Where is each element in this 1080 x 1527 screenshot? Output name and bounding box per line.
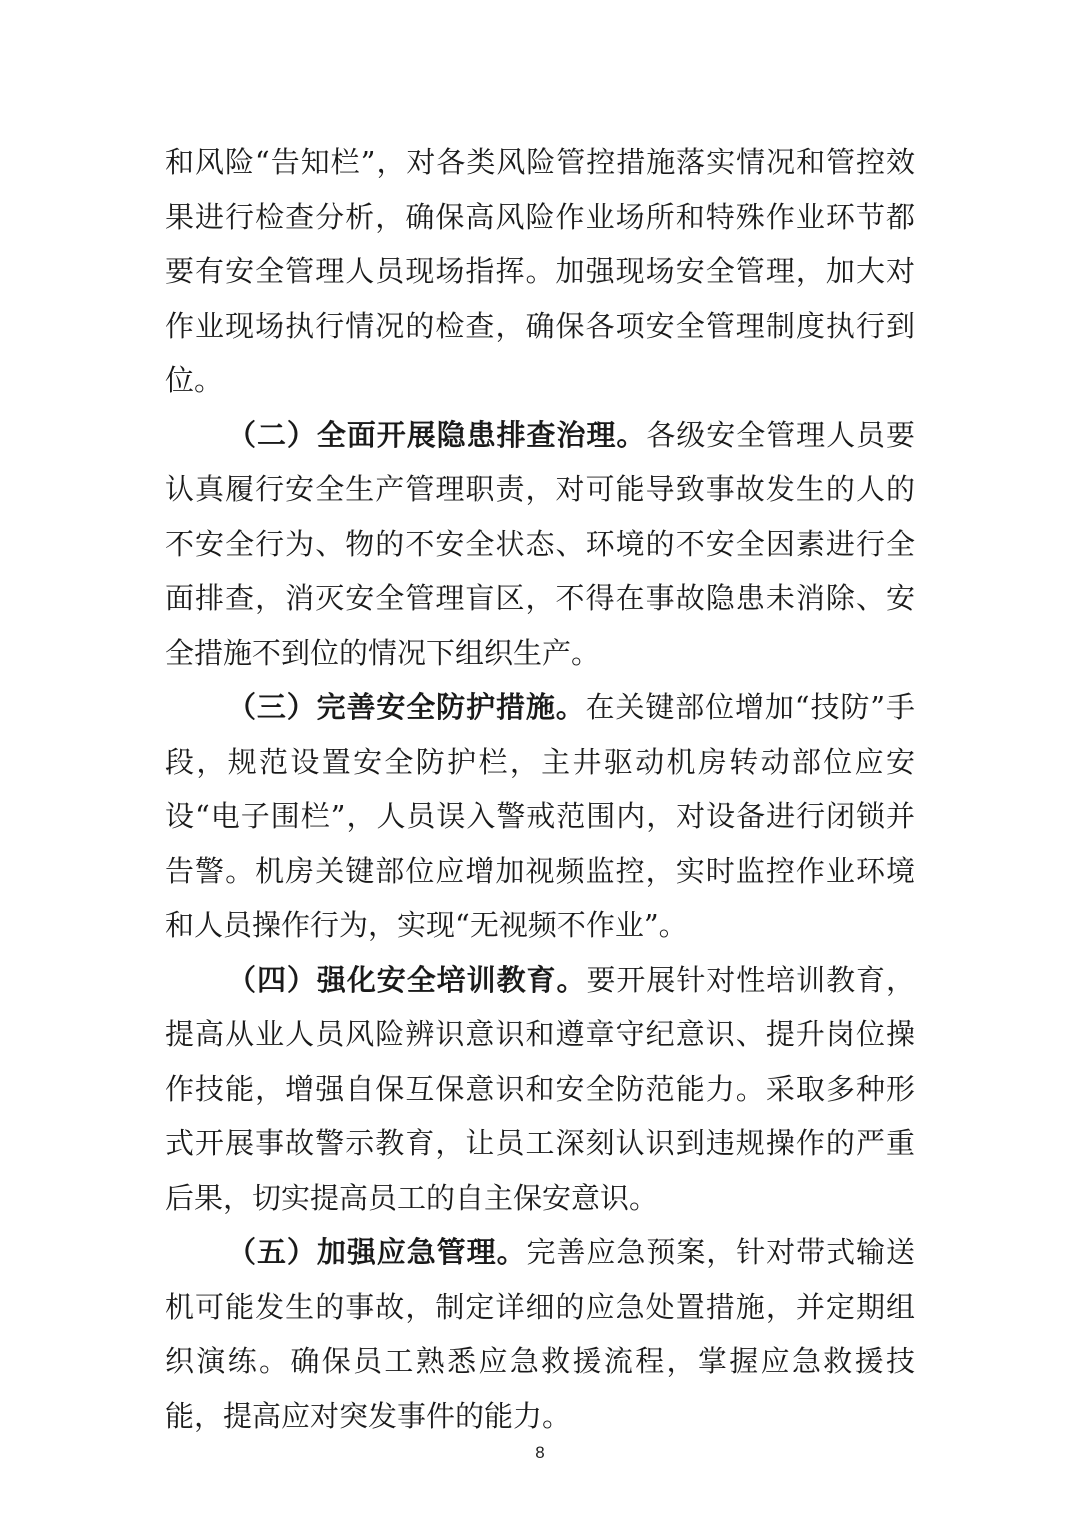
section-heading: （三）完善安全防护措施。 <box>227 690 586 724</box>
paragraph-section-4 <box>165 953 915 1226</box>
paragraph-text: 在关键部位增加“技防”手段，规范设置安全防护栏，主井驱动机房转动部位应安设“电子围栏”，人员误入警戒范围内，对设备进行闭锁并告警。机房关键部位应增加视频监控，实时监控作业环境和人员操作行为，实现“无视频不作业”。 <box>165 690 915 942</box>
paragraph-text: 要开展针对性培训教育，提高从业人员风险辨识意识和遵章守纪意识、提升岗位操作技能，增强自保互保意识和安全防范能力。采取多种形式开展事故警示教育，让员工深刻认识到违规操作的严重后果，切实提高员工的自主保安意识。 <box>165 962 915 1215</box>
paragraph-text: 各级安全管理人员要认真履行安全生产管理职责，对可能导致事故发生的人的不安全行为、物的不安全状态、环境的不安全因素进行全面排查，消灭安全管理盲区，不得在事故隐患未消除、安全措施不到位的情况下组织生产。 <box>165 417 915 670</box>
section-heading: （五）加强应急管理。 <box>227 1235 527 1269</box>
page-number: 8 <box>535 1443 545 1462</box>
paragraph-section-5 <box>165 1225 915 1443</box>
document-body <box>165 135 915 1443</box>
paragraph-continuation <box>165 135 915 408</box>
paragraph-text: 完善应急预案，针对带式输送机可能发生的事故，制定详细的应急处置措施，并定期组织演练。确保员工熟悉应急救援流程，掌握应急救援技能，提高应对突发事件的能力。 <box>165 1235 915 1433</box>
section-heading: （二）全面开展隐患排查治理。 <box>227 417 647 452</box>
paragraph-section-3 <box>165 680 915 953</box>
paragraph-text: 和风险“告知栏”，对各类风险管控措施落实情况和管控效果进行检查分析，确保高风险作业场所和特殊作业环节都要有安全管理人员现场指挥。加强现场安全管理，加大对作业现场执行情况的检查，确保各项安全管理制度执行到位。 <box>165 145 915 397</box>
section-heading: （四）强化安全培训教育。 <box>227 962 587 997</box>
paragraph-section-2 <box>165 408 915 681</box>
